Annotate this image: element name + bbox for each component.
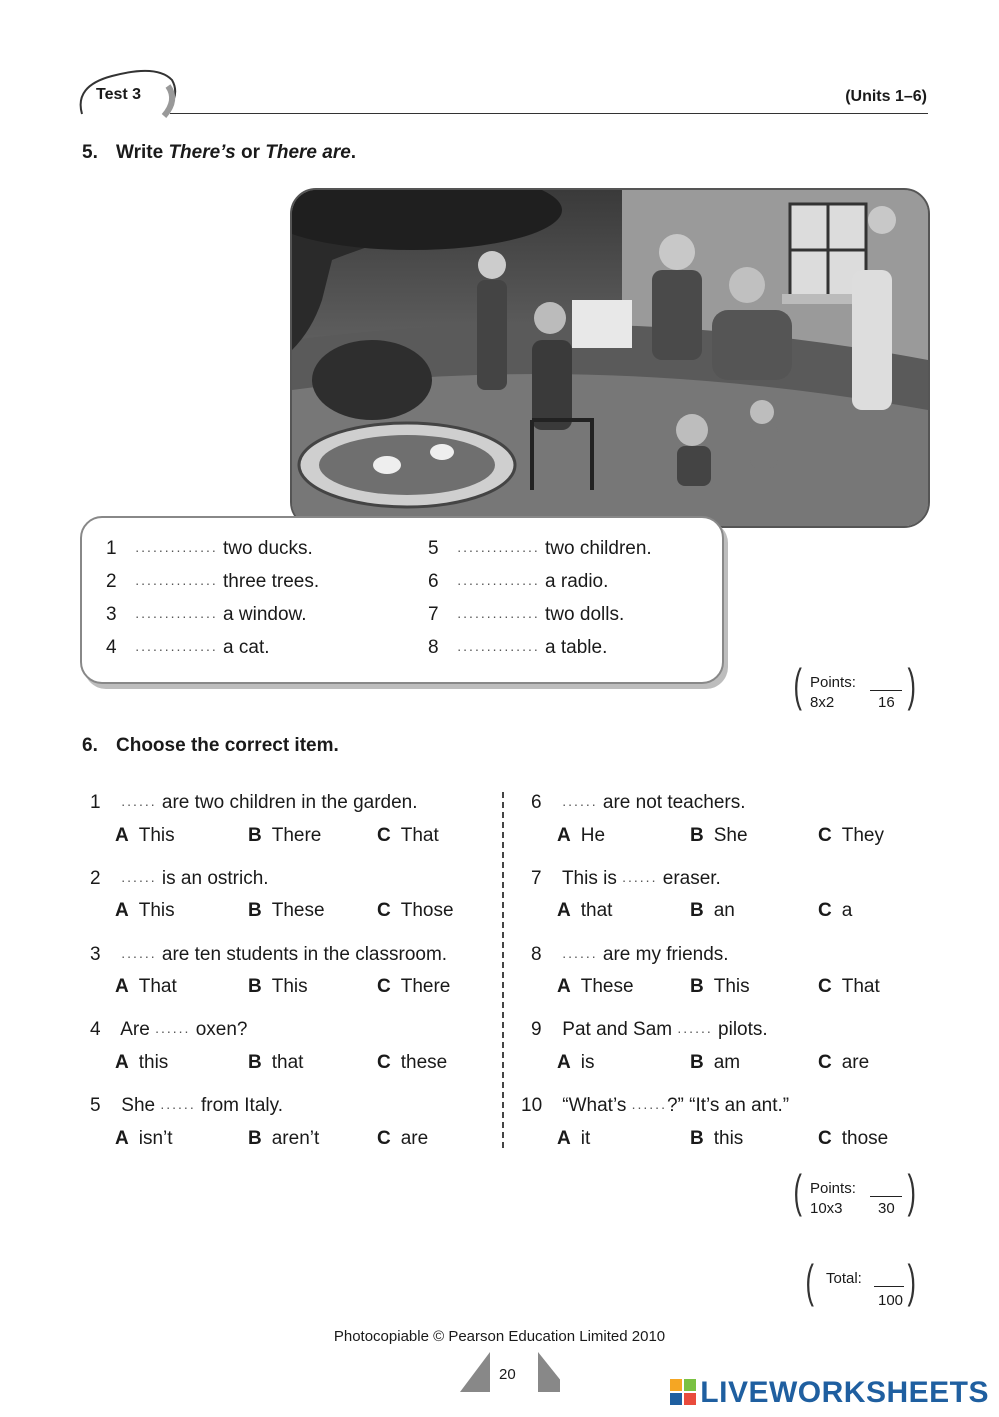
q8-option-a[interactable]: A These bbox=[557, 976, 634, 997]
ex5-item-3: 3 .............. a window. bbox=[106, 604, 307, 625]
units-label: (Units 1–6) bbox=[845, 88, 927, 105]
q6-option-c[interactable]: C They bbox=[818, 825, 884, 846]
q9-blank[interactable]: ...... bbox=[677, 1020, 713, 1036]
section6-number: 6. bbox=[82, 735, 98, 756]
test-label: Test 3 bbox=[96, 86, 142, 103]
q2-option-c[interactable]: C Those bbox=[377, 900, 454, 921]
q4-option-c[interactable]: C these bbox=[377, 1052, 448, 1073]
q2-blank[interactable]: ...... bbox=[121, 869, 157, 885]
column-divider bbox=[502, 792, 504, 1148]
answer-blank-3[interactable]: .............. bbox=[135, 605, 218, 621]
q2-option-b[interactable]: B These bbox=[248, 900, 325, 921]
garden-scene-illustration bbox=[290, 188, 930, 528]
points-box-section5: ( Points: 8x2 16 ) bbox=[793, 659, 916, 711]
answer-blank-4[interactable]: .............. bbox=[135, 638, 218, 654]
q8-option-b[interactable]: B This bbox=[690, 976, 750, 997]
header-rule bbox=[170, 113, 928, 114]
q8-option-c[interactable]: C That bbox=[818, 976, 880, 997]
q3-blank[interactable]: ...... bbox=[121, 945, 157, 961]
ex5-item-5: 5 .............. two children. bbox=[428, 538, 652, 559]
ex6-question-10: 10 “What’s ......?” “It’s an ant.” bbox=[521, 1095, 790, 1116]
q7-option-a[interactable]: A that bbox=[557, 900, 613, 921]
copyright-footer: Photocopiable © Pearson Education Limited 2010 bbox=[333, 1328, 666, 1345]
ex5-item-8: 8 .............. a table. bbox=[428, 637, 608, 658]
section5-number: 5. bbox=[82, 142, 98, 163]
q1-blank[interactable]: ...... bbox=[121, 793, 157, 809]
q9-option-b[interactable]: B am bbox=[690, 1052, 741, 1073]
q7-option-b[interactable]: B an bbox=[690, 900, 735, 921]
ex6-question-3: 3 ...... are ten students in the classroom. bbox=[90, 944, 448, 965]
section6-title: 6. Choose the correct item. bbox=[82, 735, 339, 756]
ex6-question-1: 1 ...... are two children in the garden. bbox=[90, 792, 418, 813]
ex6-question-4: 4 Are ...... oxen? bbox=[90, 1019, 248, 1040]
q10-blank[interactable]: ...... bbox=[631, 1096, 667, 1112]
page-number: 20 bbox=[499, 1366, 516, 1383]
q4-blank[interactable]: ...... bbox=[155, 1020, 191, 1036]
q9-option-c[interactable]: C are bbox=[818, 1052, 870, 1073]
q10-option-b[interactable]: B this bbox=[690, 1128, 744, 1149]
q10-option-c[interactable]: C those bbox=[818, 1128, 889, 1149]
ex5-item-6: 6 .............. a radio. bbox=[428, 571, 609, 592]
q6-blank[interactable]: ...... bbox=[562, 793, 598, 809]
q5-option-a[interactable]: A isn’t bbox=[115, 1128, 173, 1149]
answer-blank-6[interactable]: .............. bbox=[457, 572, 540, 588]
ex5-item-4: 4 .............. a cat. bbox=[106, 637, 270, 658]
q9-option-a[interactable]: A is bbox=[557, 1052, 595, 1073]
q8-blank[interactable]: ...... bbox=[562, 945, 598, 961]
q4-option-a[interactable]: A this bbox=[115, 1052, 169, 1073]
q1-option-c[interactable]: C That bbox=[377, 825, 439, 846]
q10-option-a[interactable]: A it bbox=[557, 1128, 591, 1149]
q7-blank[interactable]: ...... bbox=[622, 869, 658, 885]
q2-option-a[interactable]: A This bbox=[115, 900, 175, 921]
liveworksheets-logo-icon bbox=[670, 1379, 696, 1405]
ex5-item-1: 1 .............. two ducks. bbox=[106, 538, 313, 559]
ex5-item-7: 7 .............. two dolls. bbox=[428, 604, 625, 625]
q6-option-a[interactable]: A He bbox=[557, 825, 606, 846]
q1-option-a[interactable]: A This bbox=[115, 825, 175, 846]
ex6-question-5: 5 She ...... from Italy. bbox=[90, 1095, 283, 1116]
ex5-item-2: 2 .............. three trees. bbox=[106, 571, 320, 592]
section5-title: 5. Write There’s or There are. bbox=[82, 142, 357, 163]
ex6-question-7: 7 This is ...... eraser. bbox=[531, 868, 721, 889]
q3-option-a[interactable]: A That bbox=[115, 976, 177, 997]
q3-option-b[interactable]: B This bbox=[248, 976, 308, 997]
answer-blank-5[interactable]: .............. bbox=[457, 539, 540, 555]
q5-blank[interactable]: ...... bbox=[160, 1096, 196, 1112]
q7-option-c[interactable]: C a bbox=[818, 900, 853, 921]
answer-blank-7[interactable]: .............. bbox=[457, 605, 540, 621]
q5-option-c[interactable]: C are bbox=[377, 1128, 429, 1149]
ex6-question-2: 2 ...... is an ostrich. bbox=[90, 868, 269, 889]
answer-blank-8[interactable]: .............. bbox=[457, 638, 540, 654]
q5-option-b[interactable]: B aren’t bbox=[248, 1128, 320, 1149]
answer-blank-2[interactable]: .............. bbox=[135, 572, 218, 588]
liveworksheets-watermark: LIVEWORKSHEETS bbox=[670, 1376, 989, 1410]
ex6-question-9: 9 Pat and Sam ...... pilots. bbox=[531, 1019, 768, 1040]
ex6-question-6: 6 ...... are not teachers. bbox=[531, 792, 746, 813]
q1-option-b[interactable]: B There bbox=[248, 825, 322, 846]
ex6-question-8: 8 ...... are my friends. bbox=[531, 944, 729, 965]
exercise5-box bbox=[80, 516, 724, 684]
answer-blank-1[interactable]: .............. bbox=[135, 539, 218, 555]
points-box-section6: ( Points: 10x3 30 ) bbox=[793, 1165, 916, 1217]
page-number-badge bbox=[460, 1352, 560, 1392]
q3-option-c[interactable]: C There bbox=[377, 976, 451, 997]
total-box: ( Total: 100 ) bbox=[805, 1255, 916, 1309]
q6-option-b[interactable]: B She bbox=[690, 825, 748, 846]
q4-option-b[interactable]: B that bbox=[248, 1052, 304, 1073]
